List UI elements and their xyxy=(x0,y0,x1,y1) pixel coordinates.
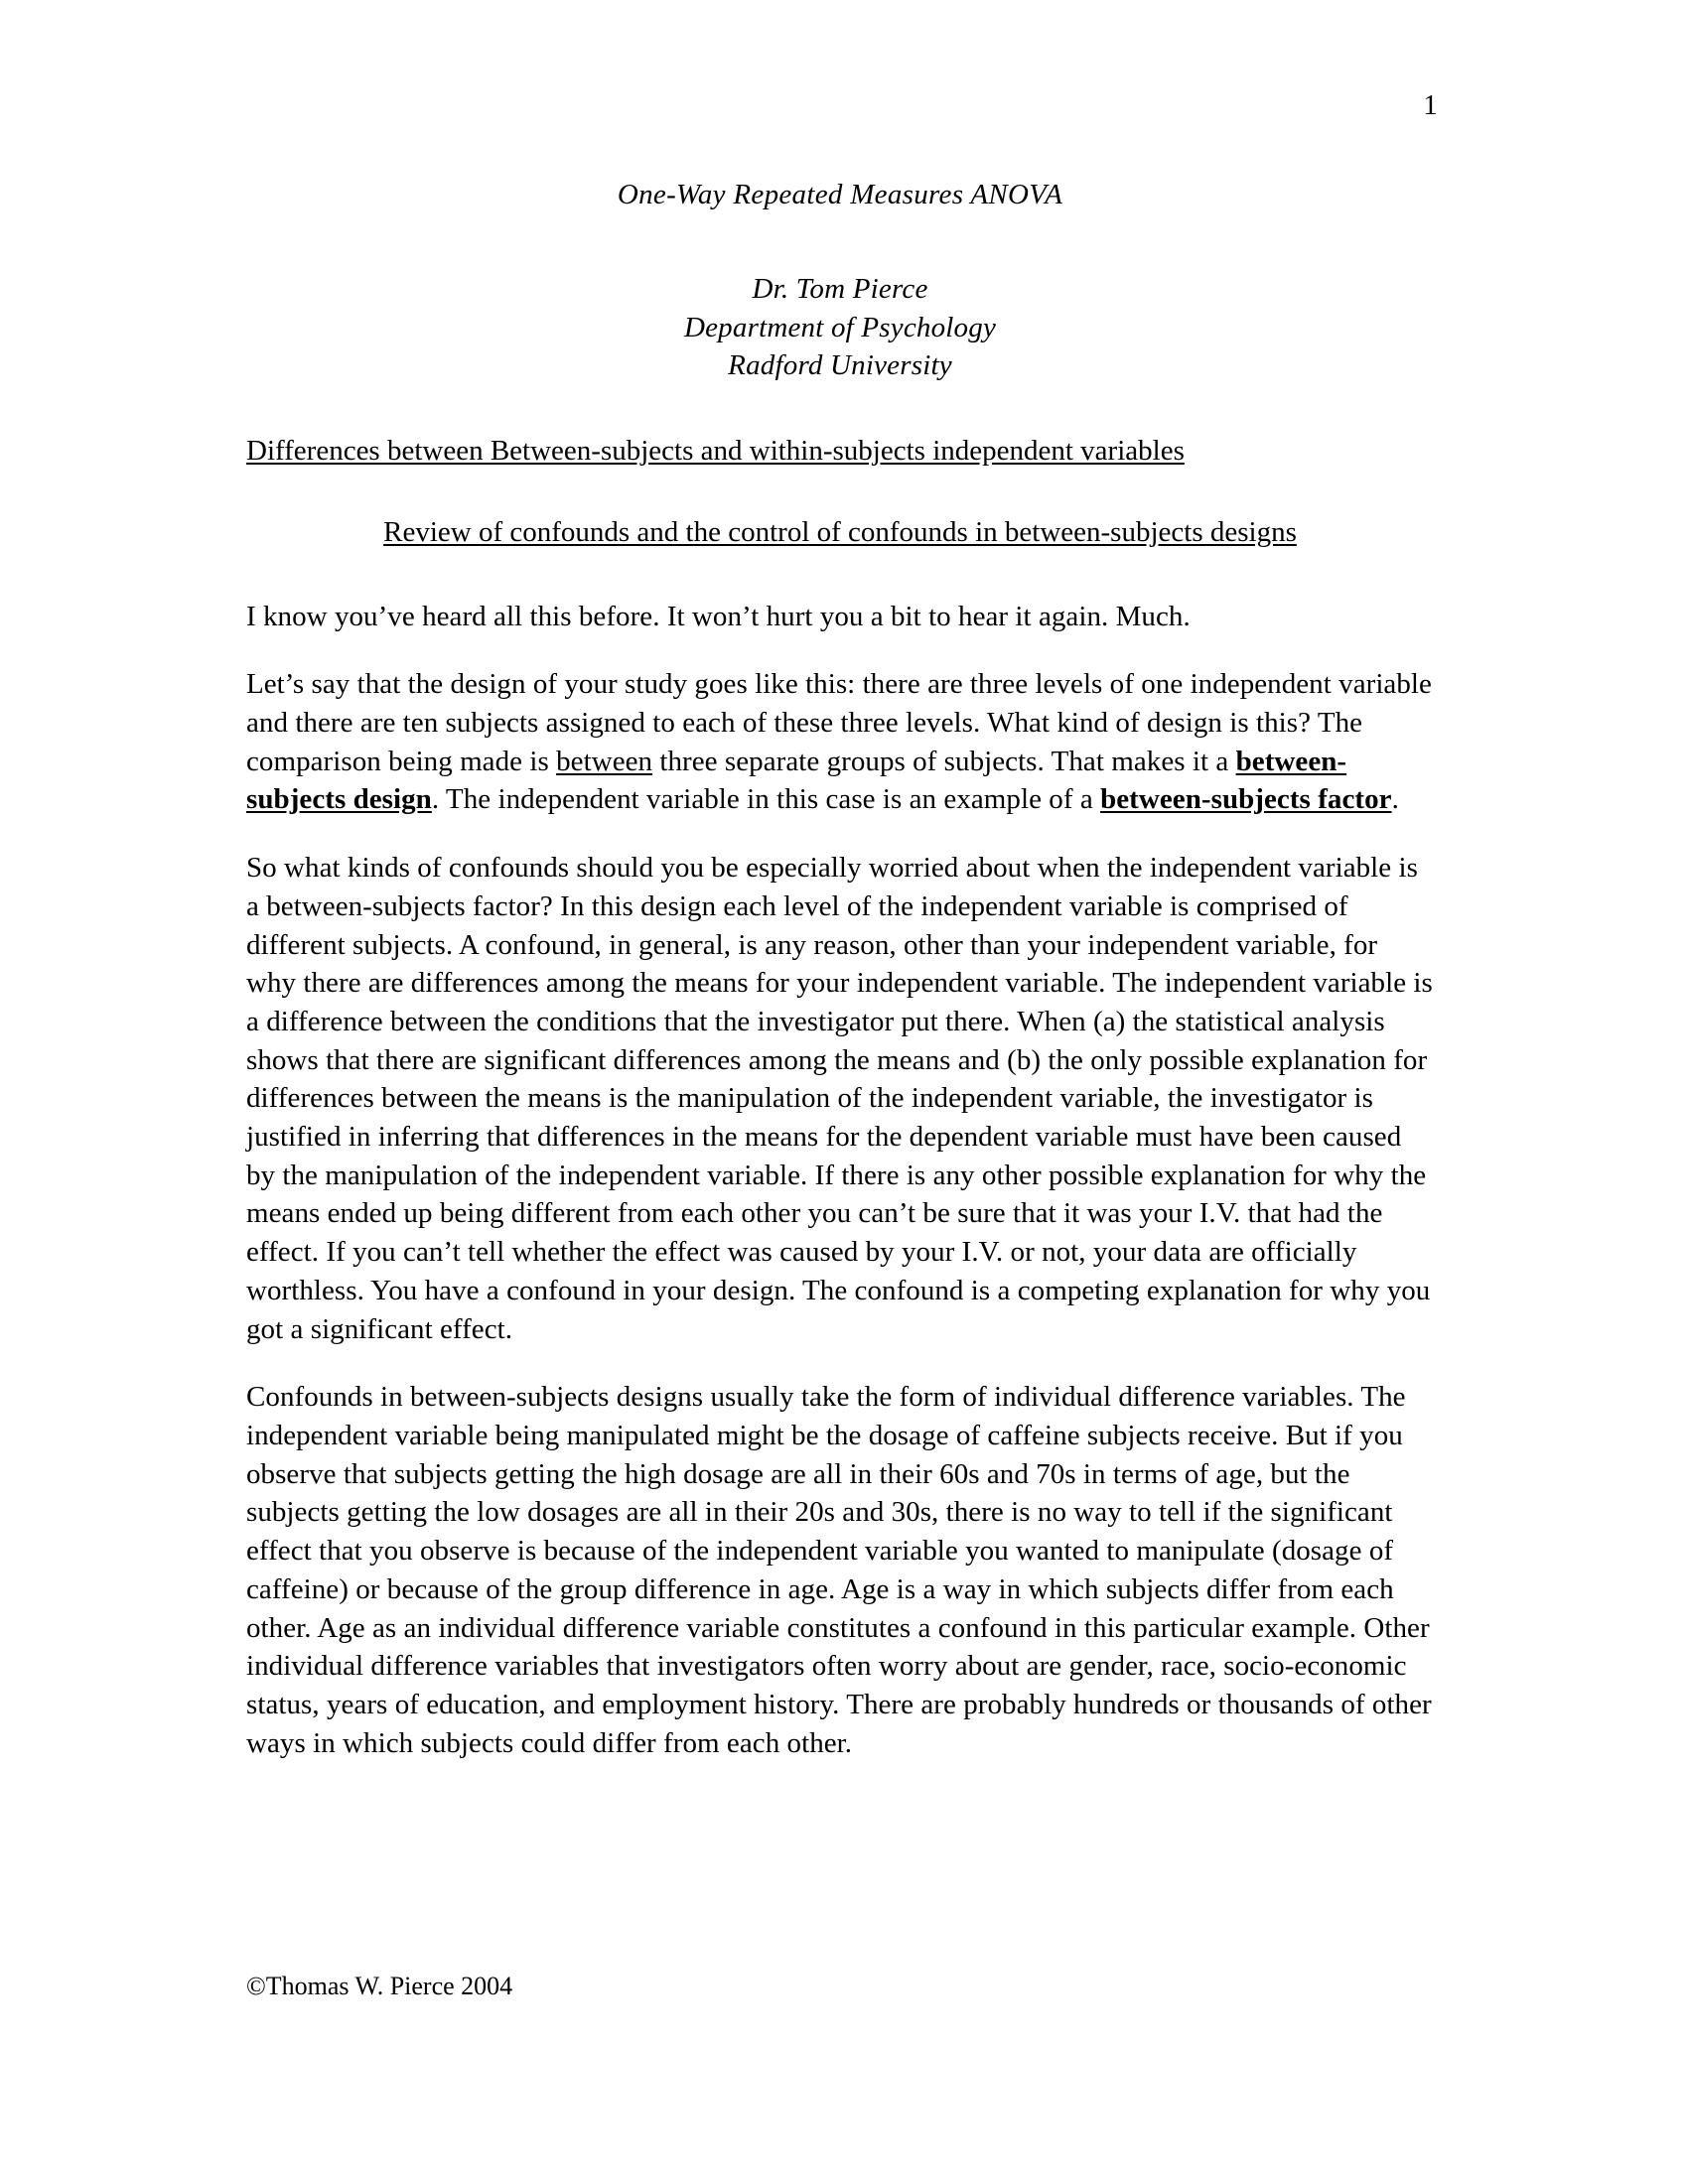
section-heading-2 xyxy=(246,514,1434,552)
page-number: 1 xyxy=(1423,89,1438,121)
paragraph-4: Confounds in between-subjects designs usually take the form of individual difference variables. The independent variable being manipulated might be the dosage of caffeine subjects receive. But if you observe that subjects getting the high dosage are all in their 60s and 70s in terms of age, but the subjects getting the low dosages are all in their 20s and 30s, there is no way to tell if the significant effect that you observe is because of the independent variable you wanted to manipulate (dosage of caffeine) or because of the group difference in age. Age is a way in which subjects differ from each other. Age as an individual difference variable constitutes a confound in this particular example. Other individual difference variables that investigators often worry about are gender, race, socio-economic status, years of education, and employment history. There are probably hundreds or thousands of other ways in which subjects could differ from each other. xyxy=(246,1381,1432,1759)
emphasis-between-subjects-factor: between-subjects factor xyxy=(1100,783,1392,816)
paragraph-2 xyxy=(246,665,1434,819)
paragraph-2-segment-4: . xyxy=(1391,783,1399,816)
author-institution: Radford University xyxy=(728,349,952,382)
byline xyxy=(246,270,1434,386)
paragraph-2-segment-1: Let’s say that the design of your study goes like this: there are three levels of one independent variable and there are ten subjects assigned to each of these three levels. What kind of design is this? The comparison being made is xyxy=(246,668,1432,777)
section-heading-1 xyxy=(246,433,1434,471)
page-title: One-Way Repeated Measures ANOVA xyxy=(617,179,1063,210)
section-heading-2-text: Review of confounds and the control of confounds in between-subjects designs xyxy=(383,515,1297,548)
author-department: Department of Psychology xyxy=(683,311,997,343)
paragraph-3: So what kinds of confounds should you be especially worried about when the independent variable is a between-subjects factor? In this design each level of the independent variable is comprised of different subjects. A confound, in general, is any reason, other than your independent variable, for why there are differences among the means for your independent variable. The independent variable is a difference between the conditions that the investigator put there. When (a) the statistical analysis shows that there are significant differences among the means and (b) the only possible explanation for differences between the means is the manipulation of the independent variable, the investigator is justified in inferring that differences in the means for the dependent variable must have been caused by the manipulation of the independent variable. If there is any other possible explanation for why the means ended up being different from each other you can’t be sure that it was your I.V. that had the effect. If you can’t tell whether the effect was caused by your I.V. or not, your data are officially worthless. You have a confound in your design. The confound is a competing explanation for why you got a significant effect. xyxy=(246,852,1433,1345)
paragraph-1: I know you’ve heard all this before. It won’t hurt you a bit to hear it again. Much. xyxy=(246,600,1191,632)
emphasis-between-subjects-design: between-subjects design xyxy=(246,745,1347,816)
title-block xyxy=(246,177,1434,385)
author-name: Dr. Tom Pierce xyxy=(752,272,928,305)
section-heading-1-text: Differences between Between-subjects and within-subjects independent variables xyxy=(246,435,1185,468)
paragraph-2-segment-3: . The independent variable in this case is an example of a xyxy=(431,783,1101,816)
copyright-footer: ©Thomas W. Pierce 2004 xyxy=(246,1971,513,2000)
emphasis-between: between xyxy=(556,745,653,777)
paragraph-2-segment-2: three separate groups of subjects. That makes it a xyxy=(652,745,1236,777)
document-content xyxy=(246,177,1434,1792)
